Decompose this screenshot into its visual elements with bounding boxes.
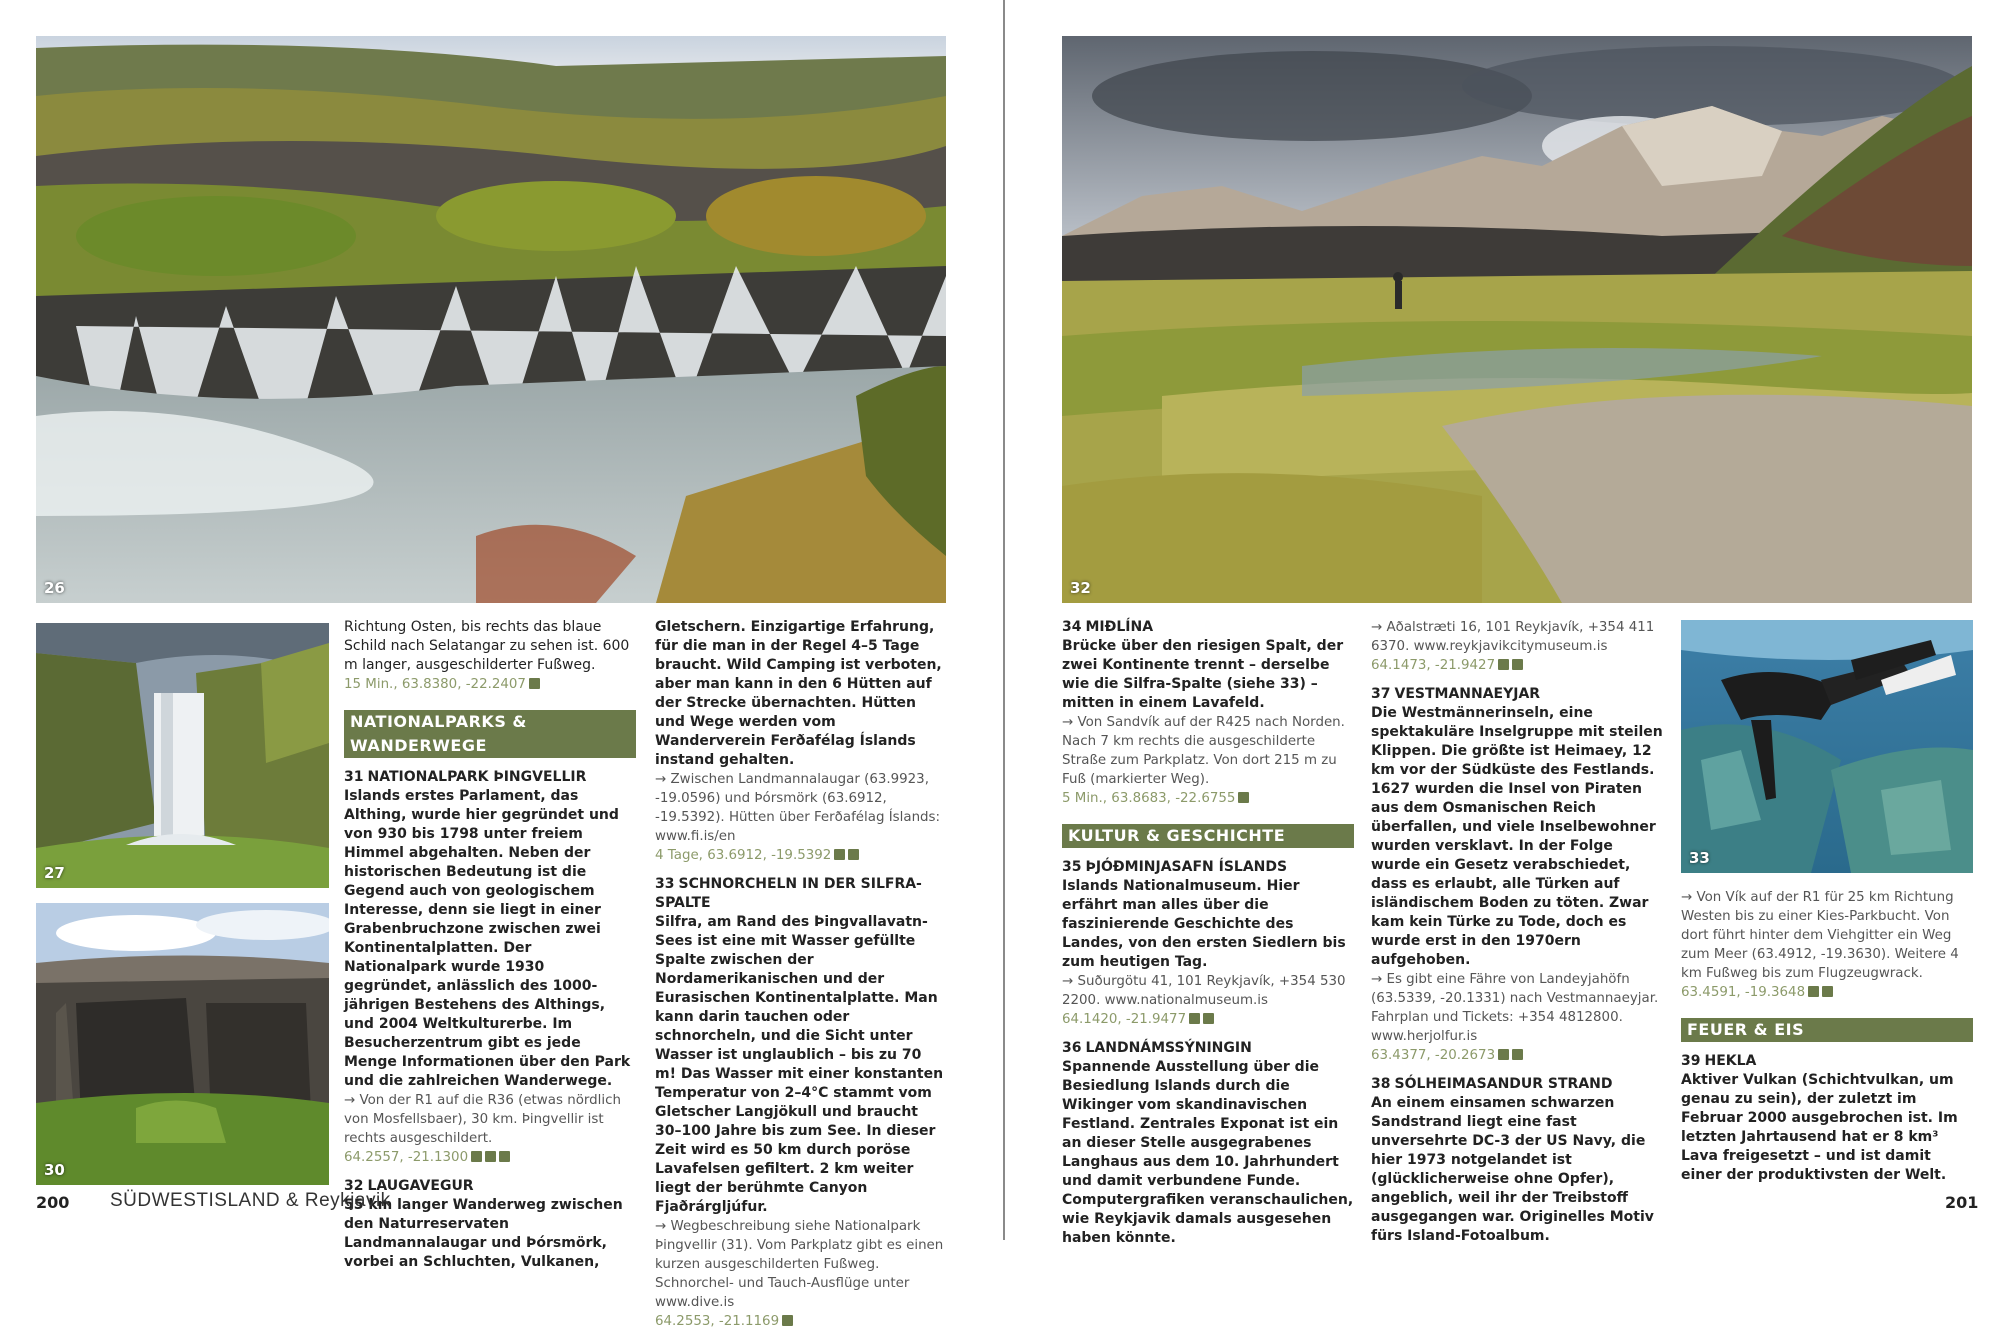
entry-description: Spannende Ausstellung über die Besiedlung Islands durch die Wikinger vom skandinavischen Festland. Zentrales Exponat ist ein an dieser Stelle ausgegrabenes Langhaus aus dem 10. Jahrhundert und damit verbundene Funde. Computergrafiken veranschaulichen, wie Reykjavik damals ausgesehen haben könnte. (1062, 1059, 1354, 1246)
entry-heading: 31 NATIONALPARK ÞINGVELLIR (344, 769, 587, 785)
right-column-3 (1681, 888, 1973, 1185)
photo-27 (36, 623, 329, 888)
continued-text: Richtung Osten, bis rechts das blaue Schild nach Selatangar zu sehen ist. 600 m langer, ausgeschilderter Fußweg. (344, 619, 630, 673)
entry-heading: 37 VESTMANNAEYJAR (1371, 686, 1541, 702)
ticket-icon (1512, 659, 1523, 670)
entry-description: 55 km langer Wanderweg zwischen den Naturreservaten Landmannalaugar und Þórsmörk, vorbei an Schluchten, Vulkanen, (344, 1197, 623, 1270)
photo-number: 30 (44, 1161, 65, 1179)
right-column-2 (1371, 618, 1665, 1246)
coordinates: 64.2557, -21.1300 (344, 1148, 636, 1167)
section-header: NATIONALPARKS & WANDERWEGE (344, 710, 636, 758)
camera-icon (1238, 792, 1249, 803)
tent-icon (834, 849, 845, 860)
entry-description: Silfra, am Rand des Þingvallavatn-Sees ist eine mit Wasser gefüllte Spalte zwischen der Nordamerikanischen und der Eurasischen Kontinentalplatte. Man kann darin tauchen oder schnorcheln, und die Sicht unter Wasser ist unglaublich – bis zu 70 m! Das Wasser mit einer konstanten Temperatur von 2–4°C stammt vom Gletscher Langjökull und braucht 30–100 Jahre bis zum See. In dieser Zeit wird es 50 km durch poröse Lavafelsen gefiltert. 2 km weiter liegt der berühmte Canyon Fjaðrárgljúfur. (655, 914, 944, 1215)
entry-heading: 38 SÓLHEIMASANDUR STRAND (1371, 1076, 1613, 1092)
entry-heading: 32 LAUGAVEGUR (344, 1178, 474, 1194)
photo-32 (1062, 36, 1972, 603)
hiking-icon (848, 849, 859, 860)
coordinates: 64.1420, -21.9477 (1062, 1010, 1354, 1029)
info-icon (485, 1151, 496, 1162)
running-title: SÜDWESTISLAND & Reykjavik (110, 1190, 391, 1211)
photo-number: 33 (1689, 849, 1710, 867)
entry-description: Islands erstes Parlament, das Althing, wurde hier gegründet und von 930 bis 1798 unter freiem Himmel abgehalten. Neben der historischen Bedeutung ist die Gegend auch von geologischem Interesse, denn sie liegt in einer Grabenbruchzone zwischen zwei Kontinentalplatten. Der Nationalpark wurde 1930 gegründet, anlässlich des 1000-jährigen Bestehens des Althings, und 2004 Weltkulturerbe. Im Besucherzentrum gibt es jede Menge Informationen über den Park und die zahlreichen Wanderwege. (344, 788, 631, 1089)
directions: → Von Sandvík auf der R425 nach Norden. Nach 7 km rechts die ausgeschilderte Straße zum Parkplatz. Von dort 215 m zu Fuß (markierter Weg). (1062, 713, 1354, 789)
directions: → Aðalstræti 16, 101 Reykjavík, +354 411 6370. www.reykjavikcitymuseum.is (1371, 618, 1665, 656)
photo-30 (36, 903, 329, 1185)
directions: → Zwischen Landmannalaugar (63.9923, -19.0596) und Þórsmörk (63.6912, -19.5392). Hütten über Ferðafélag Íslands: www.fi.is/en (655, 770, 947, 846)
museum-icon (1189, 1013, 1200, 1024)
directions: → Suðurgötu 41, 101 Reykjavík, +354 530 2200. www.nationalmuseum.is (1062, 972, 1354, 1010)
coordinates: 64.1473, -21.9427 (1371, 656, 1665, 675)
entry-heading: 33 SCHNORCHELN IN DER SILFRA-SPALTE (655, 876, 922, 911)
directions: → Es gibt eine Fähre von Landeyjahöfn (63.5339, -20.1331) nach Vestmannaeyjar. Fahrplan und Tickets: +354 4812800. www.herjolfur.is (1371, 970, 1665, 1046)
section-header: FEUER & EIS (1681, 1018, 1973, 1042)
mountain-icon (1822, 986, 1833, 997)
photo-number: 27 (44, 864, 65, 882)
coordinates: 5 Min., 63.8683, -22.6755 (1062, 789, 1354, 808)
photo-number: 32 (1070, 579, 1091, 597)
camera-icon (471, 1151, 482, 1162)
diving-icon (782, 1315, 793, 1326)
entry-heading: 39 HEKLA (1681, 1053, 1757, 1069)
left-column-1 (344, 618, 636, 1272)
directions: → Wegbeschreibung siehe Nationalpark Þingvellir (31). Vom Parkplatz gibt es einen kurzen ausgeschilderten Fußweg. Schnorchel- und Tauch-Ausflüge unter www.dive.is (655, 1217, 947, 1312)
right-page (1005, 0, 2008, 1246)
silfra-snorkel-photo (1681, 620, 1973, 873)
left-page (0, 0, 1003, 1329)
photo-number: 26 (44, 579, 65, 597)
page-number: 201 (1945, 1193, 1979, 1212)
ferry-icon (1498, 1049, 1509, 1060)
left-column-2 (655, 618, 947, 1335)
entry-description: Brücke über den riesigen Spalt, der zwei Kontinente trennt – derselbe wie die Silfra-Spalte (siehe 33) – mitten in einem Lavafeld. (1062, 638, 1344, 711)
entry-heading: 36 LANDNÁMSSÝNINGIN (1062, 1040, 1252, 1056)
turf-ruin-photo (36, 903, 329, 1185)
coordinates: 64.2553, -21.1169 (655, 1312, 947, 1331)
camera-icon (529, 678, 540, 689)
hiking-icon (499, 1151, 510, 1162)
camera-icon (1808, 986, 1819, 997)
entry-heading: 35 ÞJÓÐMINJASAFN ÍSLANDS (1062, 859, 1288, 875)
coordinates: 15 Min., 63.8380, -22.2407 (344, 675, 636, 694)
page-number: 200 (36, 1193, 70, 1212)
entry-heading: 34 MIÐLÍNA (1062, 619, 1154, 635)
section-header: KULTUR & GESCHICHTE (1062, 824, 1354, 848)
entry-description: Die Westmännerinseln, eine spektakuläre Inselgruppe mit steilen Klippen. Die größte ist Heimaey, 12 km vor der Südküste des Festlands. 1627 wurden die Insel von Piraten aus dem Osmanischen Reich überfallen, und viele Inselbewohner wurden versklavt. In der Folge wurde ein Gesetz verabschiedet, dass es erlaubt, alle Türken auf isländischem Boden zu töten. Zwar kam kein Türke zu Tode, doch es wurde erst in den 1970ern aufgehoben. (1371, 705, 1663, 968)
landmannalaugar-hiker-photo (1062, 36, 1972, 603)
waterfall-lava-photo (36, 36, 946, 603)
coordinates: 63.4591, -19.3648 (1681, 983, 1973, 1002)
museum-icon (1498, 659, 1509, 670)
entry-description: Islands Nationalmuseum. Hier erfährt man alles über die faszinierende Geschichte des Landes, von den ersten Siedlern bis zum heutigen Tag. (1062, 878, 1346, 970)
ticket-icon (1512, 1049, 1523, 1060)
photo-33 (1681, 620, 1973, 873)
directions: → Von der R1 auf die R36 (etwas nördlich von Mosfellsbaer), 30 km. Þingvellir ist rechts ausgeschildert. (344, 1091, 636, 1148)
entry-description: Aktiver Vulkan (Schichtvulkan, um genau zu sein), der zuletzt im Februar 2000 ausgebrochen ist. Im letzten Jahrtausend hat er 8 km³ Lava freigesetzt – und ist damit einer der produktivsten der Welt. (1681, 1072, 1958, 1183)
photo-26 (36, 36, 946, 603)
directions: → Von Vík auf der R1 für 25 km Richtung Westen bis zu einer Kies-Parkbucht. Von dort führt hinter dem Viehgitter ein Weg zum Meer (63.4912, -19.3630). Weitere 4 km Fußweg bis zum Flugzeugwrack. (1681, 888, 1973, 983)
right-column-1 (1062, 618, 1354, 1248)
coordinates: 63.4377, -20.2673 (1371, 1046, 1665, 1065)
coordinates: 4 Tage, 63.6912, -19.5392 (655, 846, 947, 865)
entry-description: An einem einsamen schwarzen Sandstrand liegt eine fast unversehrte DC-3 der US Navy, die hier 1973 notgelandet ist (glücklicherweise ohne Opfer), angeblich, weil ihr der Treibstoff ausgegangen war. Originelles Motiv fürs Island-Fotoalbum. (1371, 1095, 1654, 1244)
entry-description: Gletschern. Einzigartige Erfahrung, für die man in der Regel 4–5 Tage braucht. Wild Camping ist verboten, aber man kann in den 6 Hütten auf der Strecke übernachten. Hütten und Wege werden vom Wanderverein Ferðafélag Íslands instand gehalten. (655, 619, 942, 768)
skogafoss-photo (36, 623, 329, 888)
ticket-icon (1203, 1013, 1214, 1024)
